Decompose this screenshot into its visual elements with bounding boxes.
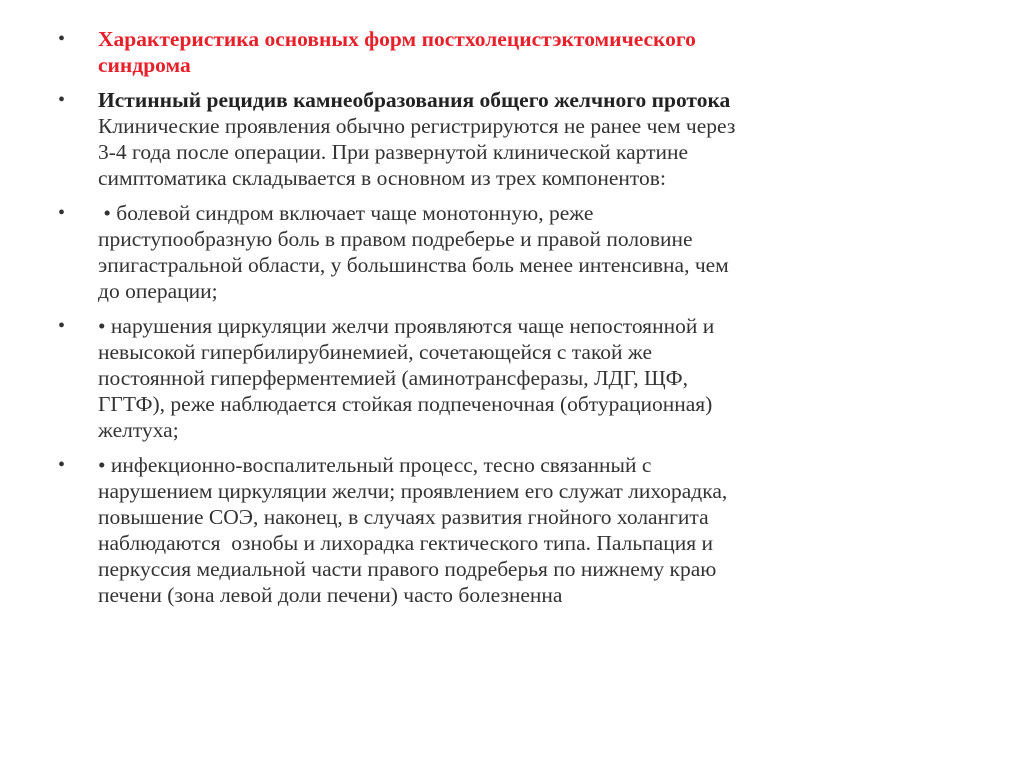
text-line: невысокой гипербилирубинемией, сочетающейся с такой же: [98, 340, 653, 364]
text-line: симптоматика складывается в основном из трех компонентов:: [98, 166, 666, 190]
bullet-marker: •: [58, 89, 66, 111]
list-item-infection: [58, 452, 958, 608]
text-line: 3-4 года после операции. При развернутой клинической картине: [98, 140, 689, 164]
text-line: нарушением циркуляции желчи; проявлением его служат лихорадка,: [98, 479, 728, 503]
slide-title: [98, 26, 958, 78]
text-line: печени (зона левой доли печени) часто болезненна: [98, 583, 563, 607]
bile-circulation-text: [98, 313, 958, 443]
text-line: ГГТФ), реже наблюдается стойкая подпеченочная (обтурационная): [98, 392, 713, 416]
title-line-2: синдрома: [98, 53, 191, 77]
list-item-title: [58, 26, 958, 78]
bullet-list: [58, 26, 958, 617]
title-line-1: Характеристика основных форм постхолецистэктомического: [98, 27, 696, 51]
text-line: желтуха;: [98, 418, 179, 442]
text-line: перкуссия медиальной части правого подреберья по нижнему краю: [98, 557, 717, 581]
recurrence-heading: Истинный рецидив камнеобразования общего желчного протока: [98, 88, 731, 112]
text-line: до операции;: [98, 279, 218, 303]
bullet-marker: •: [58, 202, 66, 224]
text-line: • нарушения циркуляции желчи проявляются чаще непостоянной и: [98, 314, 715, 338]
text-line: • болевой синдром включает чаще монотонную, реже: [98, 201, 594, 225]
text-line: • инфекционно-воспалительный процесс, тесно связанный с: [98, 453, 652, 477]
text-line: повышение СОЭ, наконец, в случаях развития гнойного холангита: [98, 505, 709, 529]
text-line: приступообразную боль в правом подреберье и правой половине: [98, 227, 693, 251]
bullet-marker: •: [58, 454, 66, 476]
list-item-bile-circulation: [58, 313, 958, 443]
infection-text: [98, 452, 958, 608]
list-item-pain-syndrome: [58, 200, 958, 304]
text-line: наблюдаются ознобы и лихорадка гектического типа. Пальпация и: [98, 531, 713, 555]
text-line: постоянной гиперферментемией (аминотрансферазы, ЛДГ, ЩФ,: [98, 366, 689, 390]
recurrence-text: [98, 87, 958, 191]
list-item-recurrence: [58, 87, 958, 191]
text-line: Клинические проявления обычно регистрируются не ранее чем через: [98, 114, 736, 138]
bullet-marker: •: [58, 315, 66, 337]
text-line: эпигастральной области, у большинства боль менее интенсивна, чем: [98, 253, 729, 277]
bullet-marker: •: [58, 28, 66, 50]
pain-syndrome-text: [98, 200, 958, 304]
